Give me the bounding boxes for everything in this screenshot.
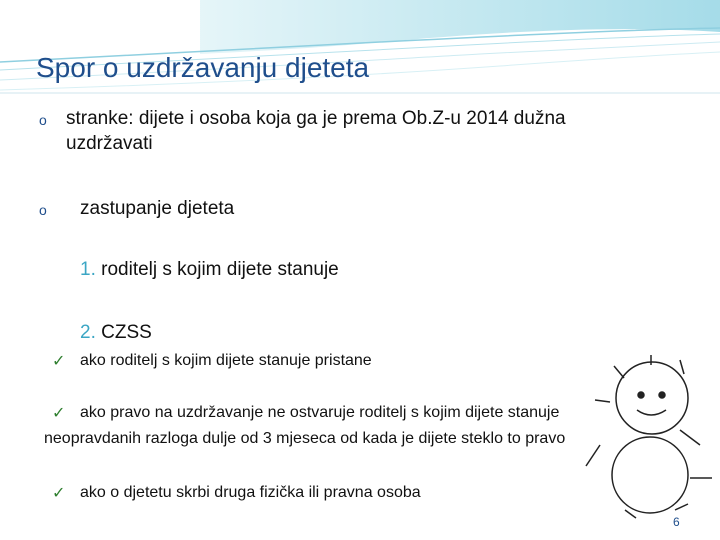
- slide-number: 6: [673, 515, 680, 529]
- slide-title: Spor o uzdržavanju djeteta: [36, 52, 370, 83]
- checkmark-icon: ✓: [52, 485, 66, 502]
- checkmark-icon: ✓: [52, 405, 66, 422]
- sub-item-number: 1.: [80, 259, 96, 280]
- check1-text: ako roditelj s kojim dijete stanuje pristane: [80, 352, 372, 369]
- bullet-marker: o: [39, 202, 47, 218]
- sub-item-number: 2.: [80, 322, 96, 343]
- stick-figure-drawing: [586, 355, 712, 518]
- sub-item-text: roditelj s kojim dijete stanuje: [101, 259, 339, 280]
- sub-item-1: [80, 259, 339, 281]
- check3-text: ako o djetetu skrbi druga fizička ili pravna osoba: [80, 484, 421, 501]
- bullet1-line2: uzdržavati: [66, 133, 153, 154]
- check2-line2: neopravdanih razloga dulje od 3 mjeseca od kada je dijete steklo to pravo: [44, 430, 566, 447]
- check2-line1: ako pravo na uzdržavanje ne ostvaruje roditelj s kojim dijete stanuje: [80, 404, 560, 421]
- bullet1-line1: stranke: dijete i osoba koja ga je prema Ob.Z-u 2014 dužna: [66, 108, 566, 129]
- checkmark-icon: ✓: [52, 353, 66, 370]
- sub-item-text: CZSS: [101, 322, 152, 343]
- bullet-marker: o: [39, 112, 47, 128]
- bullet2-text: zastupanje djeteta: [80, 198, 235, 219]
- sub-item-2: [80, 322, 152, 344]
